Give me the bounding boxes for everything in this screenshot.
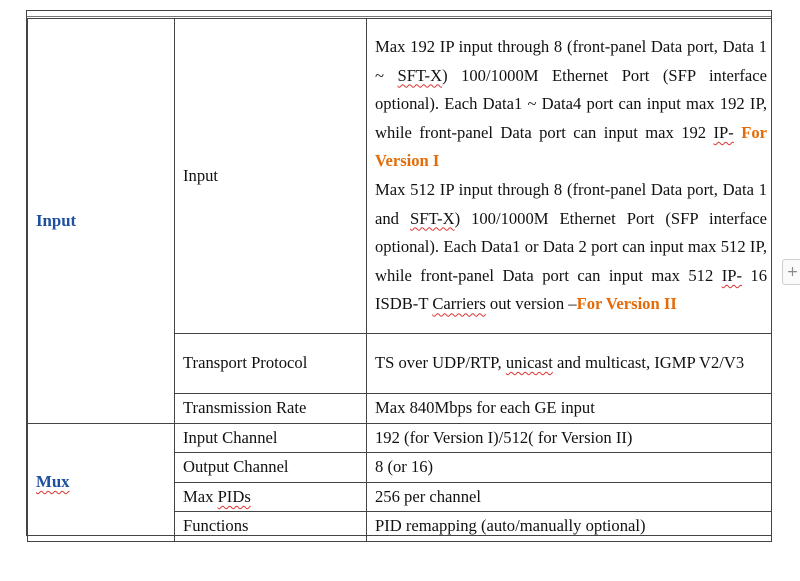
spec-sheet: [26, 10, 772, 536]
text-run: Max 512 IP input through 8 (front-panel Data port, Data 1 and: [375, 180, 767, 228]
plus-icon: +: [786, 264, 799, 280]
param-value: 8 (or 16): [375, 457, 434, 477]
param-label: Transport Protocol: [183, 353, 308, 373]
text-run: Max: [183, 486, 218, 506]
param-value: Max 840Mbps for each GE input: [375, 398, 595, 417]
param-label-cell: [175, 482, 367, 512]
param-label-cell: [175, 453, 367, 483]
param-label: Transmission Rate: [183, 398, 307, 417]
text-run: SFT-X: [397, 65, 443, 85]
param-label: Functions: [183, 516, 249, 536]
category-label: Mux: [36, 471, 70, 491]
param-value-cell: [367, 394, 772, 424]
param-label-cell: [175, 19, 367, 334]
text-run: ) 100/1000M Ethernet Port (SFP interface optional). Each Data1 ~ Data4 port can input max 192 IP, while front-panel Data port can input max 192: [375, 65, 767, 142]
text-run: ) 100/1000M Ethernet Port (SFP interface optional). Each Data1 or Data 2 port can input max 512 IP, while front-panel Data port can input max 512: [375, 208, 767, 285]
version-tag: For Version II: [576, 294, 677, 314]
param-value: PID remapping (auto/manually optional): [375, 516, 646, 536]
param-label: Output Channel: [183, 457, 289, 477]
param-label-cell: [175, 394, 367, 424]
text-run: IP-: [721, 265, 742, 285]
version-2-paragraph: [375, 176, 767, 319]
input-value-cell: [367, 19, 772, 334]
param-value-cell: [367, 482, 772, 512]
category-input: [28, 19, 175, 424]
text-run: and multicast, IGMP V2/V3: [552, 353, 745, 373]
param-value-cell: [367, 334, 772, 394]
version-1-paragraph: [375, 33, 767, 176]
text-run: Carriers: [432, 294, 486, 314]
param-value-cell: [367, 453, 772, 483]
param-label: Input: [183, 165, 219, 185]
text-run: TS over UDP/RTP,: [375, 353, 506, 373]
table-row: [28, 423, 772, 453]
table-row: [28, 19, 772, 334]
text-run: 16 ISDB-T: [375, 265, 767, 314]
text-run: SFT-X: [409, 208, 455, 228]
text-run: IP-: [713, 122, 734, 142]
param-value: 192 (for Version I)/512( for Version II): [375, 427, 633, 447]
param-value-cell: [367, 512, 772, 542]
param-label-cell: [175, 512, 367, 542]
category-label: Input: [36, 210, 77, 230]
version-tag: For Version I: [375, 122, 768, 171]
header-rule: [27, 16, 771, 17]
text-run: PIDs: [217, 486, 251, 506]
text-run: unicast: [505, 353, 553, 373]
param-label-cell: [175, 334, 367, 394]
spec-table: [27, 18, 772, 542]
param-value-cell: [367, 423, 772, 453]
text-run: Max 192 IP input through 8 (front-panel Data port, Data 1 ~: [375, 37, 767, 85]
param-label-cell: [175, 423, 367, 453]
param-label: Input Channel: [183, 427, 278, 447]
text-run: out version –: [485, 294, 577, 314]
category-mux: [28, 423, 175, 541]
param-value: 256 per channel: [375, 486, 481, 506]
add-tab-button[interactable]: [782, 259, 800, 285]
